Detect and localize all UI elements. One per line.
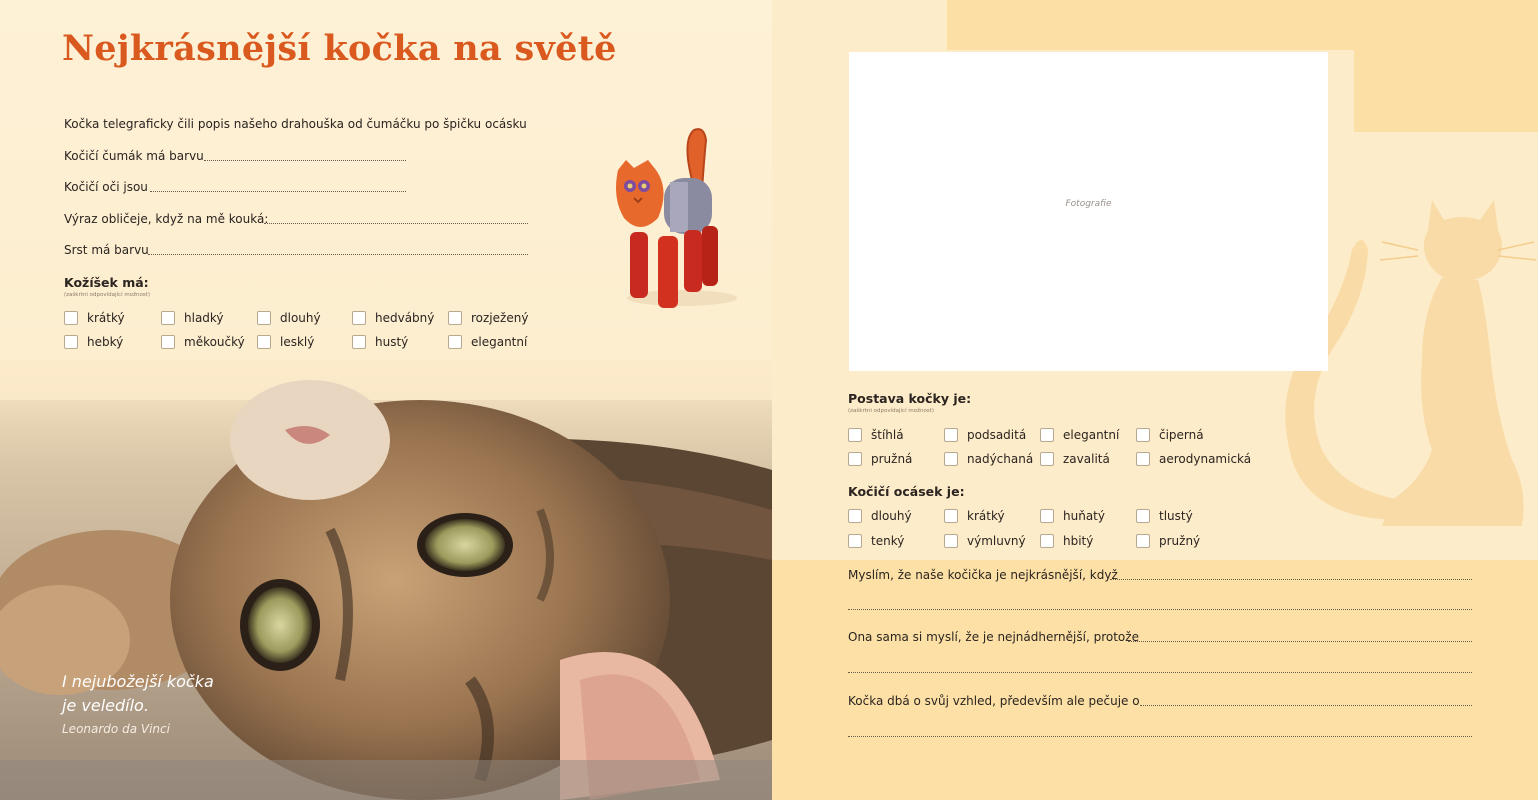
quote-line-1: I nejubožejší kočka	[62, 672, 214, 691]
checkbox-box[interactable]	[1136, 534, 1150, 548]
checkbox-box[interactable]	[352, 335, 366, 349]
toy-cat-illustration	[612, 120, 742, 320]
checkbox-tail-hunaty[interactable]: huňatý	[1040, 509, 1105, 523]
answer-line[interactable]	[1140, 705, 1472, 706]
checkbox-box[interactable]	[848, 509, 862, 523]
checkbox-box[interactable]	[848, 428, 862, 442]
checkbox-figure-nadychana[interactable]: nadýchaná	[944, 452, 1033, 466]
checkbox-box[interactable]	[1136, 452, 1150, 466]
checkbox-figure-podsadita[interactable]: podsaditá	[944, 428, 1026, 442]
field-line-face[interactable]	[264, 223, 528, 224]
checkbox-figure-elegantni[interactable]: elegantní	[1040, 428, 1119, 442]
checkbox-box[interactable]	[1040, 509, 1054, 523]
prompt-most-beautiful: Myslím, že naše kočička je nejkrásnější, když	[848, 568, 1118, 582]
checkbox-tail-kratky[interactable]: krátký	[944, 509, 1005, 523]
fur-heading: Kožíšek má:	[64, 275, 149, 290]
checkbox-box[interactable]	[944, 452, 958, 466]
checkbox-box[interactable]	[64, 335, 78, 349]
checkbox-figure-pruzna[interactable]: pružná	[848, 452, 912, 466]
prompt-most-gorgeous: Ona sama si myslí, že je nejnádhernější, protože	[848, 630, 1139, 644]
photo-label: Fotografie	[1065, 199, 1112, 209]
right-page	[772, 0, 1538, 800]
answer-line[interactable]	[848, 672, 1472, 673]
checkbox-box[interactable]	[161, 335, 175, 349]
field-label-nose: Kočičí čumák má barvu	[64, 149, 204, 163]
checkbox-box[interactable]	[944, 428, 958, 442]
checkbox-tail-hbity[interactable]: hbitý	[1040, 534, 1093, 548]
checkbox-box[interactable]	[257, 311, 271, 325]
checkbox-fur-husty[interactable]: hustý	[352, 335, 408, 349]
field-label-eyes: Kočičí oči jsou	[64, 180, 148, 194]
checkbox-box[interactable]	[448, 311, 462, 325]
checkbox-box[interactable]	[352, 311, 366, 325]
checkbox-fur-lesky[interactable]: lesklý	[257, 335, 314, 349]
checkbox-box[interactable]	[64, 311, 78, 325]
fur-hint: (zaškrtni odpovídající možnost)	[64, 292, 150, 298]
page-title: Nejkrásnější kočka na světě	[62, 28, 617, 69]
checkbox-fur-kratky[interactable]: krátký	[64, 311, 125, 325]
checkbox-tail-dlouhy[interactable]: dlouhý	[848, 509, 912, 523]
checkbox-fur-hebky[interactable]: hebký	[64, 335, 123, 349]
answer-line[interactable]	[1110, 579, 1472, 580]
answer-line[interactable]	[848, 609, 1472, 610]
checkbox-box[interactable]	[1136, 509, 1150, 523]
answer-line[interactable]	[1128, 641, 1472, 642]
checkbox-tail-tlusty[interactable]: tlustý	[1136, 509, 1193, 523]
intro-text: Kočka telegraficky čili popis našeho drahouška od čumáčku po špičku ocásku	[64, 117, 527, 131]
figure-hint: (zaškrtni odpovídající možnost)	[848, 408, 934, 414]
quote-author: Leonardo da Vinci	[62, 722, 170, 736]
figure-heading: Postava kočky je:	[848, 391, 972, 406]
photo-placeholder[interactable]	[849, 52, 1328, 371]
checkbox-box[interactable]	[1040, 428, 1054, 442]
checkbox-box[interactable]	[944, 534, 958, 548]
checkbox-tail-pruzny[interactable]: pružný	[1136, 534, 1200, 548]
field-line-eyes[interactable]	[150, 191, 406, 192]
checkbox-box[interactable]	[1136, 428, 1150, 442]
answer-line[interactable]	[848, 736, 1472, 737]
checkbox-fur-hladky[interactable]: hladký	[161, 311, 224, 325]
field-label-face: Výraz obličeje, když na mě kouká:	[64, 212, 269, 226]
checkbox-box[interactable]	[944, 509, 958, 523]
prompt-grooming: Kočka dbá o svůj vzhled, především ale pečuje o	[848, 694, 1140, 708]
tail-heading: Kočičí ocásek je:	[848, 484, 965, 499]
checkbox-figure-stihla[interactable]: štíhlá	[848, 428, 904, 442]
checkbox-fur-rozjezeny[interactable]: rozježený	[448, 311, 528, 325]
checkbox-box[interactable]	[1040, 534, 1054, 548]
checkbox-box[interactable]	[161, 311, 175, 325]
checkbox-fur-elegantni[interactable]: elegantní	[448, 335, 527, 349]
checkbox-fur-mekoucky[interactable]: měkoučký	[161, 335, 245, 349]
checkbox-tail-tenky[interactable]: tenký	[848, 534, 904, 548]
field-line-nose[interactable]	[204, 160, 406, 161]
checkbox-fur-hedvabny[interactable]: hedvábný	[352, 311, 434, 325]
checkbox-box[interactable]	[257, 335, 271, 349]
field-label-fur-color: Srst má barvu	[64, 243, 149, 257]
checkbox-box[interactable]	[848, 534, 862, 548]
quote-line-2: je veledílo.	[62, 696, 149, 715]
checkbox-fur-dlouhy[interactable]: dlouhý	[257, 311, 321, 325]
decor-band	[772, 560, 1538, 800]
checkbox-figure-aerodynamicka[interactable]: aerodynamická	[1136, 452, 1251, 466]
checkbox-tail-vymluvny[interactable]: výmluvný	[944, 534, 1026, 548]
field-line-fur-color[interactable]	[148, 254, 528, 255]
decor-band	[1354, 0, 1538, 132]
checkbox-box[interactable]	[1040, 452, 1054, 466]
checkbox-box[interactable]	[448, 335, 462, 349]
checkbox-box[interactable]	[848, 452, 862, 466]
checkbox-figure-ciperna[interactable]: čiperná	[1136, 428, 1204, 442]
checkbox-figure-zavalita[interactable]: zavalitá	[1040, 452, 1110, 466]
